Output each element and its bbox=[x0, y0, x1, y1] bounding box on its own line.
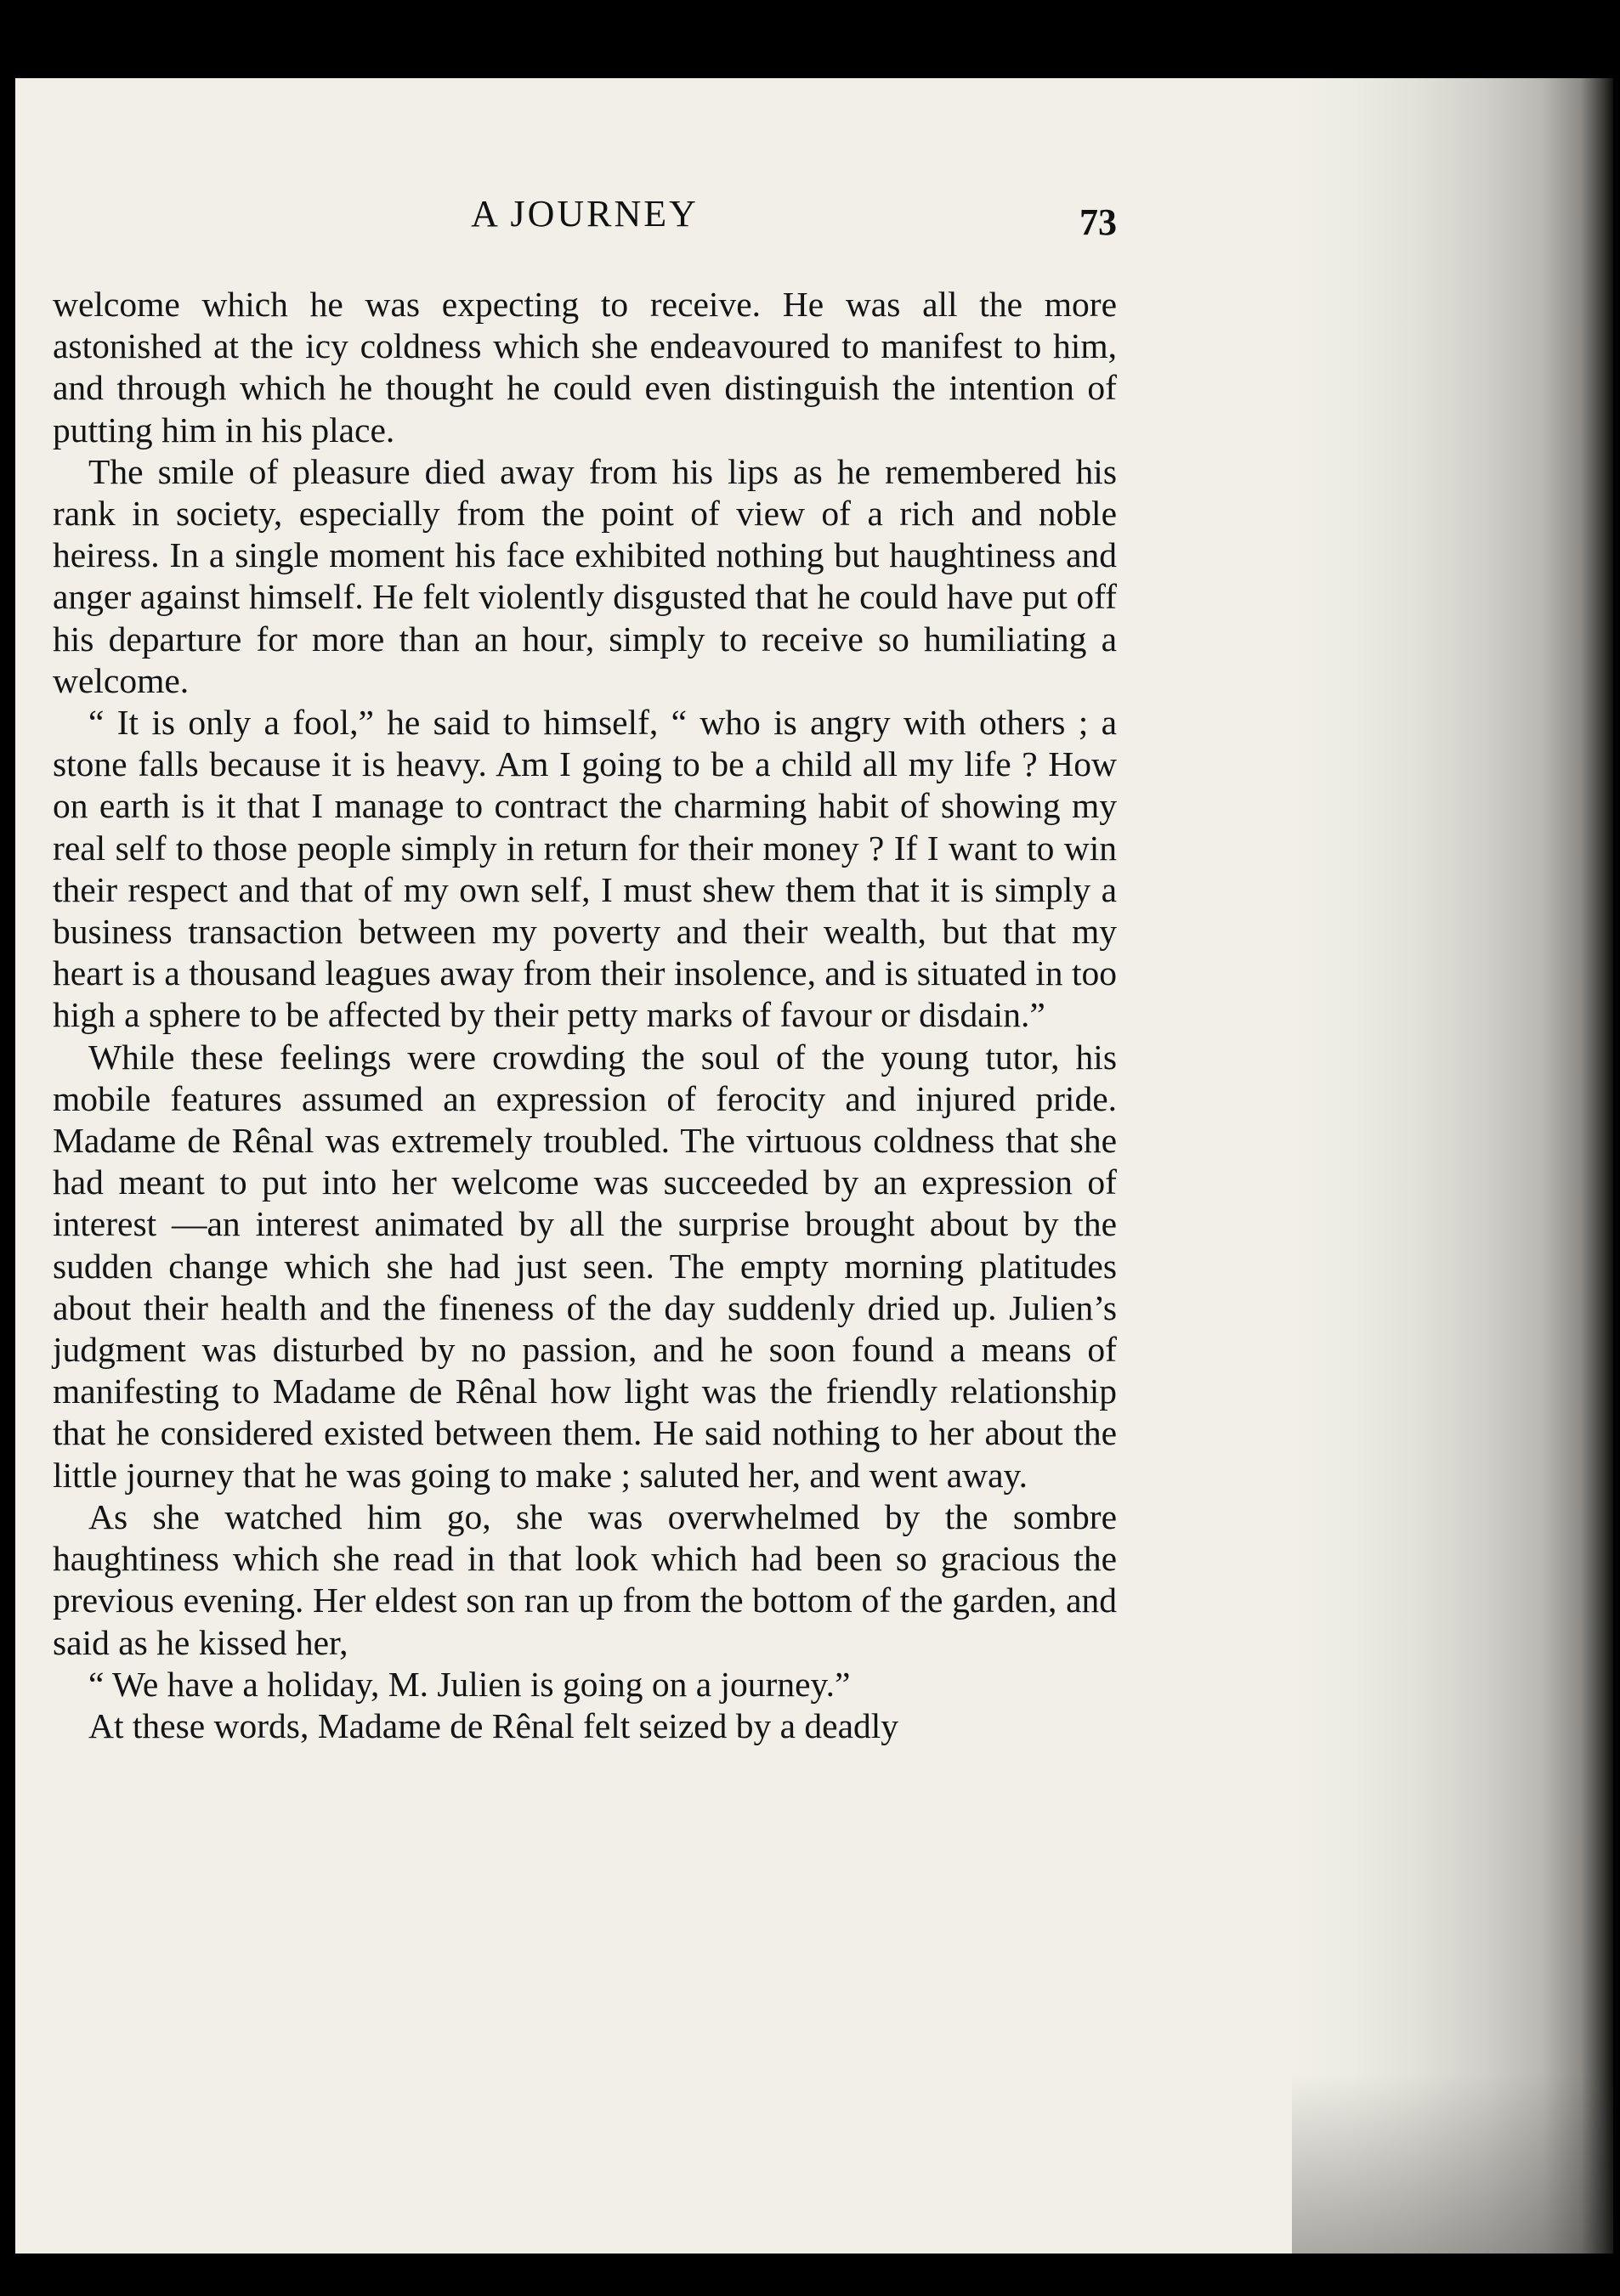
page-number: 73 bbox=[1079, 201, 1117, 243]
paragraph: While these feelings were crowding the soul of the young tutor, his mobile features assumed an expression of ferocity and injured pride. Madame de Rênal was extremely troubled. The virtuous coldness that she had meant to put into her welcome was succeeded by an expression of interest —an interest animated by all the surprise brought about by the sudden change which she had just seen. The empty morning platitudes about their health and the fineness of the day suddenly dried up. Julien’s judgment was disturbed by no passion, and he soon found a means of manifesting to Madame de Rênal how light was the friendly relationship that he considered existed between them. He said nothing to her about the little journey that he was going to make ; saluted her, and went away. bbox=[53, 1037, 1117, 1495]
paragraph: As she watched him go, she was overwhelmed by the sombre haughtiness which she read in that look which had been so gracious the previous evening. Her eldest son ran up from the bottom of the garden, and said as he kissed her, bbox=[53, 1496, 1117, 1662]
paragraph: welcome which he was expecting to receive. He was all the more astonished at the icy coldness which she endeavoured to manifest to him, and through which he thought he could even distinguish the intention of putting him in his place. bbox=[53, 285, 1117, 450]
paragraph: “ It is only a fool,” he said to himself, “ who is angry with others ; a stone falls because it is heavy. Am I going to be a child all my life ? How on earth is it that I manage to contract the charming habit of showing my real self to those people simply in return for their money ? If I want to win their respect and that of my own self, I must shew them that it is simply a business transaction between my poverty and their wealth, but that my heart is a thousand leagues away from their insolence, and is situated in too high a sphere to be affected by their petty marks of favour or disdain.” bbox=[53, 703, 1117, 1035]
body-text bbox=[53, 284, 1117, 1747]
page-gutter-shadow bbox=[1292, 78, 1613, 2254]
paragraph: At these words, Madame de Rênal felt seized by a deadly bbox=[88, 1705, 899, 1745]
paragraph: “ We have a holiday, M. Julien is going on a journey.” bbox=[88, 1664, 851, 1704]
page-gutter-shadow-bottom bbox=[1292, 2073, 1613, 2254]
running-head: A JOURNEY bbox=[471, 193, 699, 235]
paragraph: The smile of pleasure died away from his lips as he remembered his rank in society, especially from the point of view of a rich and noble heiress. In a single moment his face exhibited nothing but haughtiness and anger against himself. He felt violently disgusted that he could have put off his departure for more than an hour, simply to receive so humiliating a welcome. bbox=[53, 451, 1117, 700]
page-header bbox=[53, 187, 1117, 246]
